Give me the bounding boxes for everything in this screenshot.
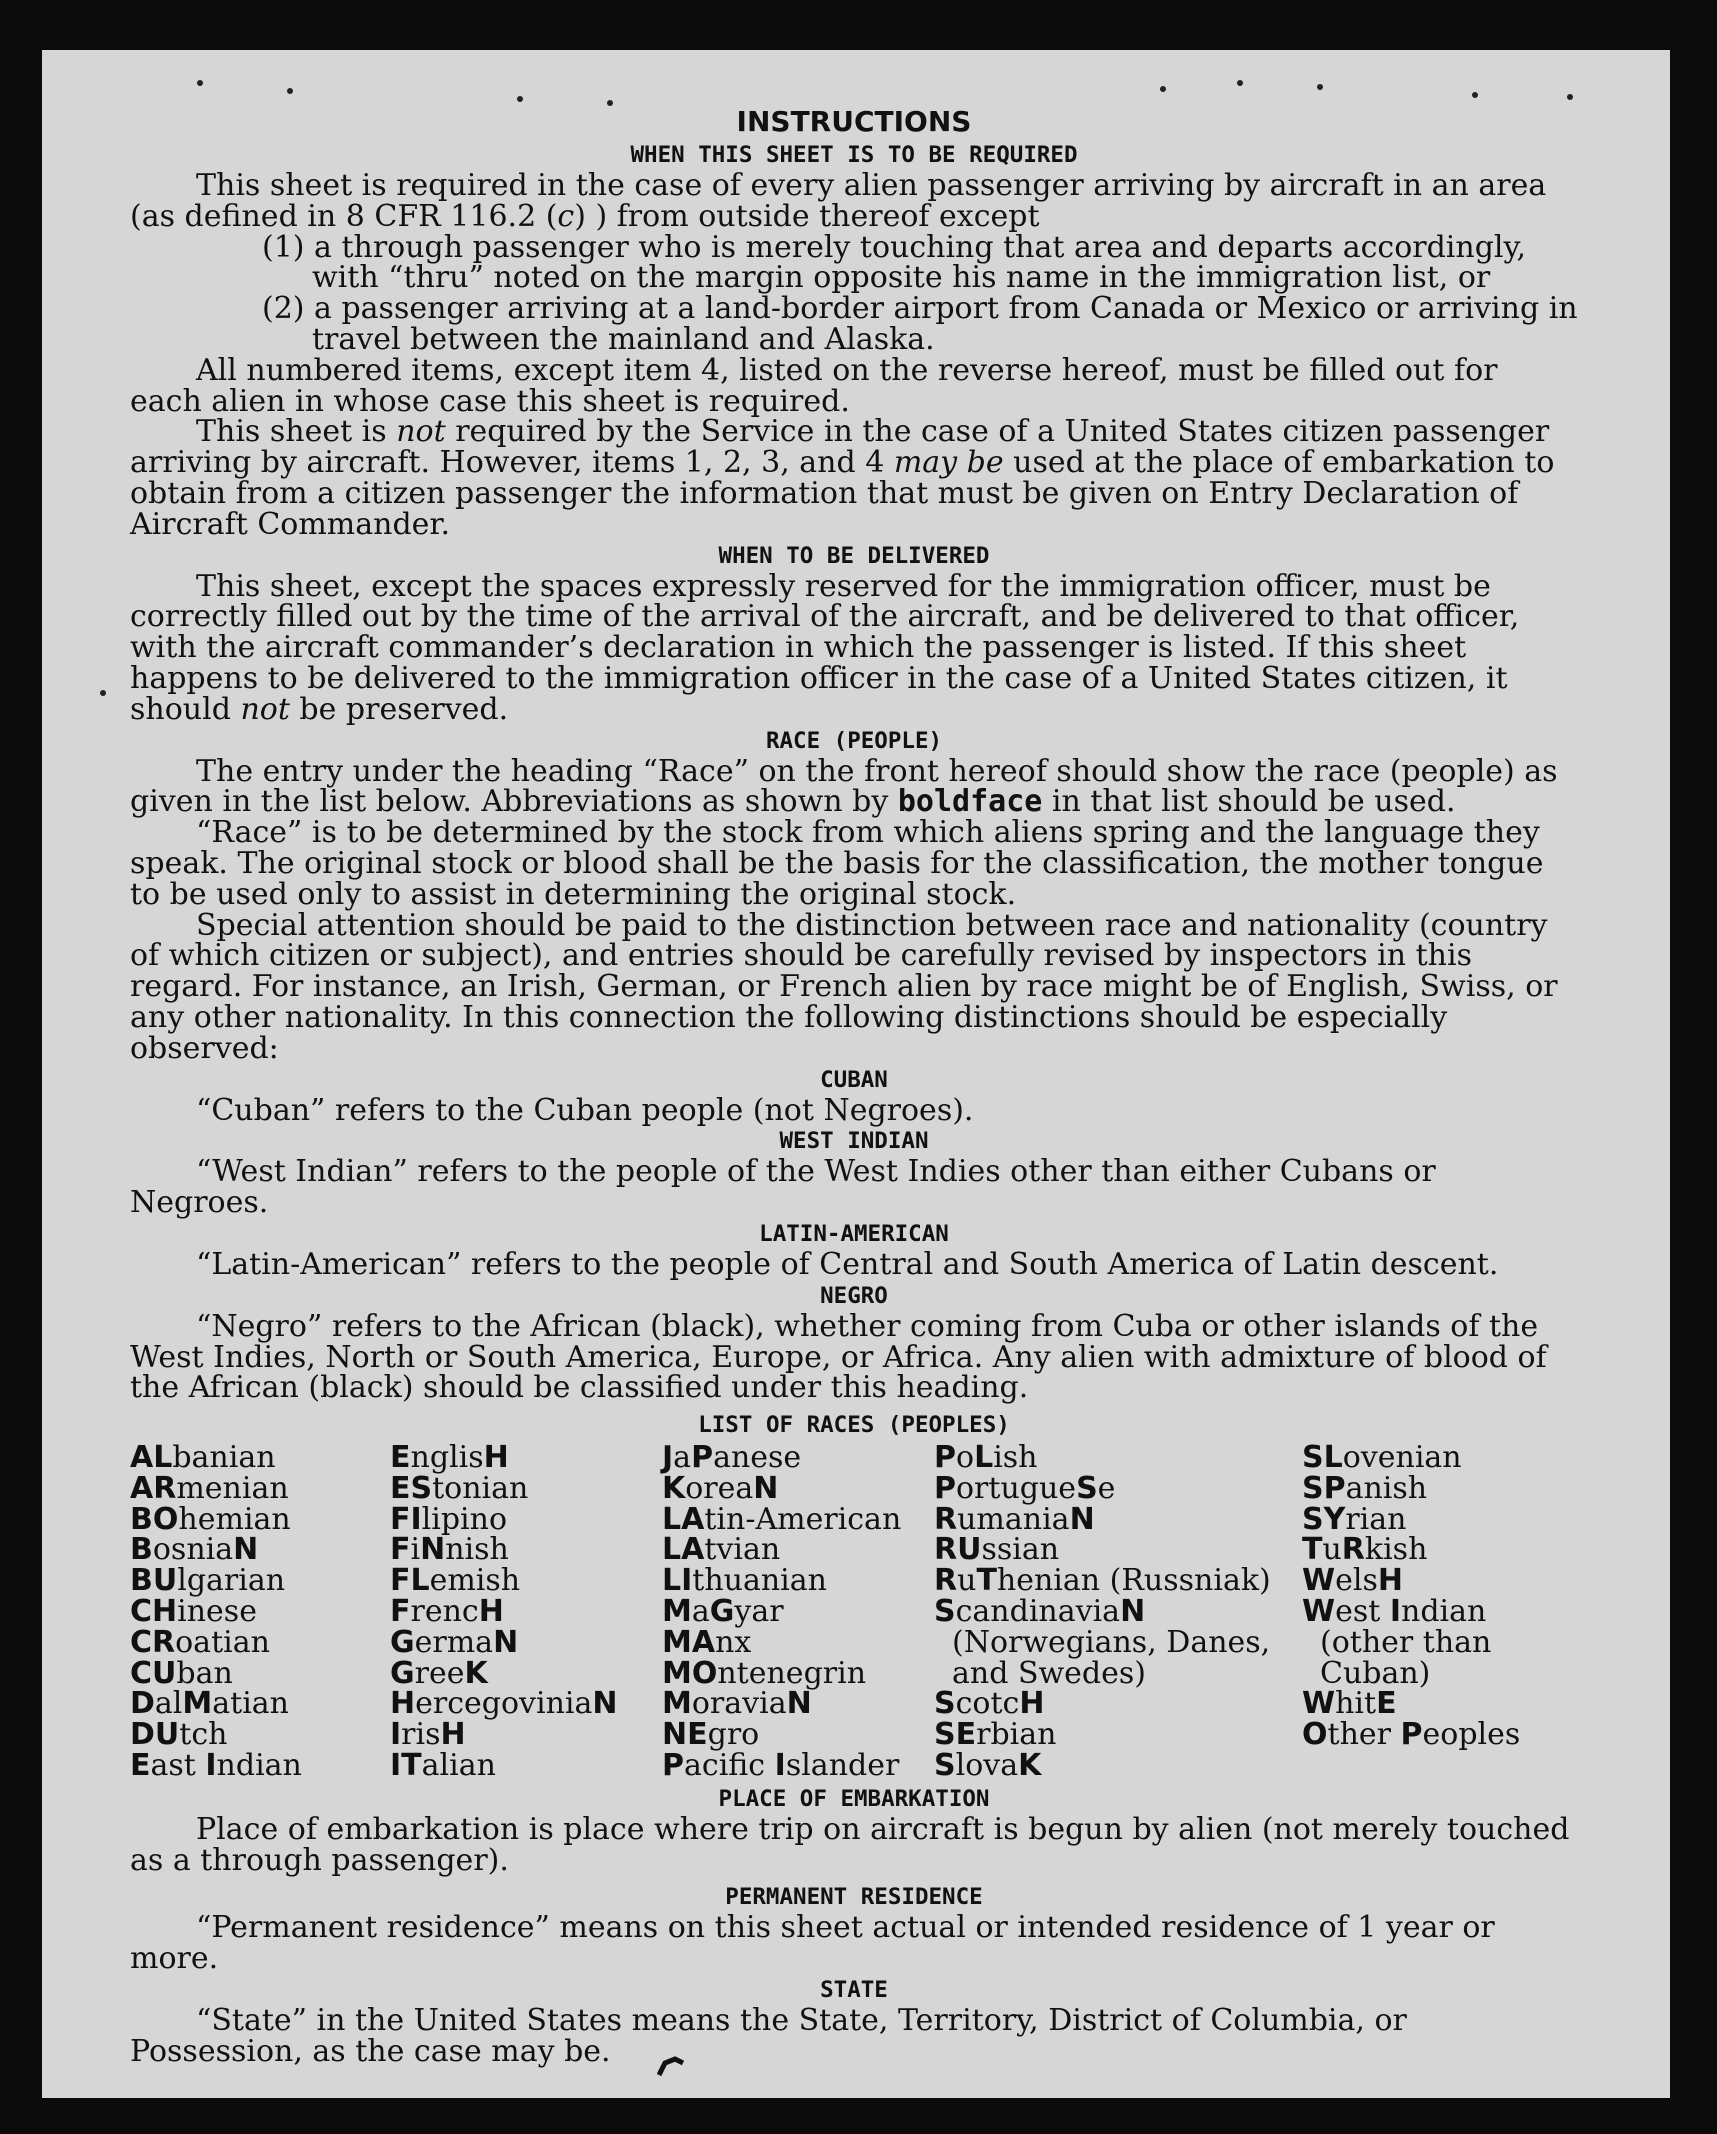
race-entry: Pacific Islander bbox=[662, 1748, 900, 1784]
paragraph-embarkation: Place of embarkation is place where trip on aircraft is begun by alien (not merely touched as a through passenger). bbox=[130, 1811, 1570, 1878]
race-column bbox=[390, 1440, 662, 1784]
heading-west-indian: WEST INDIAN bbox=[779, 1128, 929, 1155]
paragraph-required-3: This sheet is not required by the Service in the case of a United States citizen passenger arriving by aircraft. However, items 1, 2, 3, and 4 may be used at the place of embarkation to obtain from a citizen passenger the information that must be given on Entry Declaration of Aircraft Commander. bbox=[130, 414, 1555, 542]
paragraph-required-1: This sheet is required in the case of every alien passenger arriving by aircraft in an area (as defined in 8 CFR 116.2 (c) ) from outside thereof except bbox=[130, 168, 1547, 234]
race-entry: SPanish bbox=[1302, 1470, 1428, 1506]
race-entry: East Indian bbox=[130, 1748, 302, 1784]
paragraph-negro: “Negro” refers to the African (black), whether coming from Cuba or other islands of the West Indies, North or South America, Europe, or Africa. Any alien with admixture of blood of the African (black) should be classified under this heading. bbox=[130, 1308, 1547, 1406]
race-entry: GermaN bbox=[390, 1624, 519, 1660]
heading-delivered: WHEN TO BE DELIVERED bbox=[718, 542, 990, 569]
paragraph-latin-american: “Latin-American” refers to the people of Central and South America of Latin descent. bbox=[196, 1246, 1499, 1282]
staple-mark-icon bbox=[657, 2055, 687, 2077]
scan-speck bbox=[100, 690, 106, 696]
paragraph-permanent-residence: “Permanent residence” means on this sheet actual or intended residence of 1 year or more. bbox=[130, 1910, 1495, 1977]
race-entry: MAnx bbox=[662, 1624, 752, 1660]
scan-speck bbox=[287, 88, 293, 94]
heading-cuban: CUBAN bbox=[820, 1066, 888, 1093]
race-entry: PoLish bbox=[934, 1440, 1038, 1476]
scan-speck bbox=[1317, 84, 1323, 90]
heading-latin-american: LATIN-AMERICAN bbox=[759, 1220, 949, 1247]
heading-list-of-races: LIST OF RACES (PEOPLES) bbox=[698, 1412, 1010, 1439]
race-entry: CHinese bbox=[130, 1594, 257, 1630]
race-entry: JaPanese bbox=[662, 1440, 802, 1476]
race-column bbox=[130, 1440, 390, 1784]
race-entry: GreeK bbox=[390, 1655, 488, 1691]
paragraph-west-indian: “West Indian” refers to the people of the West Indies other than either Cubans or Negroes. bbox=[130, 1154, 1436, 1221]
scan-speck bbox=[1237, 80, 1243, 86]
paragraph-required-2: All numbered items, except item 4, listed on the reverse hereof, must be filled out for each alien in whose case this sheet is required. bbox=[130, 352, 1498, 419]
scan-speck bbox=[197, 80, 203, 86]
scan-speck bbox=[607, 100, 613, 106]
race-entry: FrencH bbox=[390, 1594, 504, 1630]
race-entry: PortugueSe bbox=[934, 1470, 1116, 1506]
race-entry: SYrian bbox=[1302, 1501, 1407, 1537]
paragraph-race-2: “Race” is to be determined by the stock from which aliens spring and the language they speak. The original stock or blood shall be the basis for the classification, the mother tongue to be used only to assist in determining the original stock. bbox=[130, 815, 1544, 912]
race-entry: KoreaN bbox=[662, 1470, 779, 1506]
exception-item-2: (2) a passenger arriving at a land-border airport from Canada or Mexico or arriving in travel between the mainland and Alaska. bbox=[262, 291, 1578, 357]
race-entry: BOhemian bbox=[130, 1501, 291, 1537]
race-entry: DalMatian bbox=[130, 1686, 289, 1722]
scan-speck bbox=[1472, 92, 1478, 98]
race-entry: TuRkish bbox=[1302, 1532, 1428, 1568]
paragraph-cuban: “Cuban” refers to the Cuban people (not Negroes). bbox=[196, 1092, 974, 1128]
race-entry: CUban bbox=[130, 1655, 233, 1691]
race-entry: ScotcH bbox=[934, 1686, 1045, 1722]
race-entry: RumaniaN bbox=[934, 1501, 1095, 1537]
heading-negro: NEGRO bbox=[820, 1282, 888, 1309]
document-page bbox=[42, 50, 1670, 2098]
heading-embarkation: PLACE OF EMBARKATION bbox=[718, 1785, 990, 1812]
race-entry: SLovenian bbox=[1302, 1440, 1462, 1476]
race-entry: ARmenian bbox=[130, 1470, 289, 1506]
race-entry: EStonian bbox=[390, 1470, 529, 1506]
scan-speck bbox=[1567, 94, 1573, 100]
paragraph-race-3: Special attention should be paid to the distinction between race and nationality (country of which citizen or subject), and entries should be carefully revised by inspectors in this regard. For instance, an Irish, German, or French alien by race might be of English, Swiss, or any other nationality. In this connection the following distinctions should be especially observed: bbox=[130, 907, 1558, 1066]
race-entry: SlovaK bbox=[934, 1748, 1042, 1784]
race-entry: RUssian bbox=[934, 1532, 1060, 1568]
race-entry: EnglisH bbox=[390, 1440, 509, 1476]
race-entry: IrisH bbox=[390, 1717, 466, 1753]
race-entry: WhitE bbox=[1302, 1686, 1397, 1722]
scan-speck bbox=[1160, 86, 1166, 92]
race-entry: WelsH bbox=[1302, 1563, 1403, 1599]
race-entry: RuThenian (Russniak) bbox=[934, 1563, 1271, 1599]
race-column bbox=[934, 1440, 1302, 1784]
race-entry: Other Peoples bbox=[1302, 1717, 1521, 1753]
race-entry: MoraviaN bbox=[662, 1686, 812, 1722]
race-entry: FIlipino bbox=[390, 1501, 508, 1537]
race-entry: ITalian bbox=[390, 1748, 496, 1784]
race-entry: HercegoviniaN bbox=[390, 1686, 618, 1722]
race-entry: BUlgarian bbox=[130, 1563, 286, 1599]
race-entry: FiNnish bbox=[390, 1532, 509, 1568]
paragraph-state: “State” in the United States means the State, Territory, District of Columbia, or Possession, as the case may be. bbox=[130, 2003, 1407, 2069]
heading-required: WHEN THIS SHEET IS TO BE REQUIRED bbox=[630, 142, 1078, 168]
page-title: INSTRUCTIONS bbox=[736, 105, 972, 138]
paragraph-delivered: This sheet, except the spaces expressly reserved for the immigration officer, must be correctly filled out by the time of the arrival of the aircraft, and be delivered to that officer, with the aircraft commander’s declaration in which the passenger is listed. If this sheet happens to be delivered to the immigration officer in the case of a United States citizen, it should not be preserved. bbox=[130, 568, 1520, 727]
heading-state: STATE bbox=[820, 1977, 888, 2004]
scan-speck bbox=[517, 96, 523, 102]
race-entry: BosniaN bbox=[130, 1532, 259, 1568]
race-entry: LAtvian bbox=[662, 1532, 781, 1568]
race-entry: LIthuanian bbox=[662, 1563, 827, 1599]
exception-item-1: (1) a through passenger who is merely touching that area and departs accordingly, with “thru” noted on the margin opposite his name in the immigration list, or bbox=[262, 229, 1527, 296]
race-entry: MOntenegrin bbox=[662, 1655, 867, 1691]
heading-permanent-residence: PERMANENT RESIDENCE bbox=[725, 1884, 983, 1911]
race-entry: CRoatian bbox=[130, 1624, 270, 1660]
race-entry: LAtin-American bbox=[662, 1501, 902, 1537]
heading-race: RACE (PEOPLE) bbox=[765, 727, 943, 754]
race-entry: MaGyar bbox=[662, 1594, 784, 1630]
race-entry: ALbanian bbox=[130, 1440, 276, 1476]
race-list bbox=[130, 1440, 1578, 1784]
race-entry: West Indian (other than Cuban) bbox=[1302, 1594, 1492, 1691]
race-entry: ScandinaviaN (Norwegians, Danes, and Swedes) bbox=[934, 1594, 1271, 1691]
paragraph-race-1: The entry under the heading “Race” on the front hereof should show the race (people) as given in the list below. Abbreviations as shown by boldface in that list should be used. bbox=[130, 753, 1558, 820]
race-column bbox=[662, 1440, 934, 1784]
race-entry: FLemish bbox=[390, 1563, 521, 1599]
race-entry: NEgro bbox=[662, 1717, 760, 1753]
race-column bbox=[1302, 1440, 1578, 1782]
race-entry: SErbian bbox=[934, 1717, 1057, 1753]
race-entry: DUtch bbox=[130, 1717, 228, 1753]
